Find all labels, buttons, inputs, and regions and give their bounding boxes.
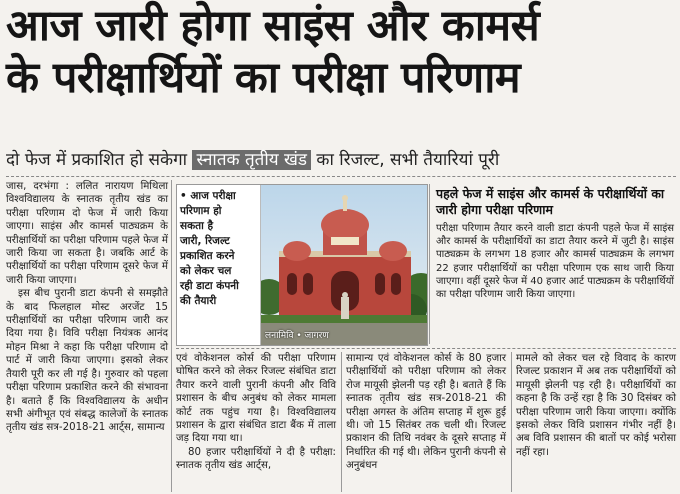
photo-caption: लनामिवि • जागरण <box>265 331 329 341</box>
bottom-col1-text2: 80 हजार परीक्षार्थियों ने दी है परीक्षा: स्नातक तृतीय खंड आर्ट्स, <box>176 446 336 472</box>
quote-line: • आज परीक्षा <box>180 190 236 202</box>
bottom-col2-text: सामान्य एवं वोकेशनल कोर्स के 80 हजार परीक्षार्थियों को परीक्षा परिणाम को लेकर रोज मायूसी झेलनी पड़ रही है। बताते हैं कि स्नातक तृतीय खंड सत्र-2018-21 की परीक्षा अगस्त के अंतिम सप्ताह में शुरू हुई थी। जो 15 सितंबर तक चली थी। रिजल्ट प्रकाशन की तिथि नवंबर के दूसरे सप्ताह में निर्धारित की गई थी। लेकिन पुरानी कंपनी से अनुबंधन <box>346 353 506 472</box>
left-paragraph-2: इस बीच पुरानी डाटा कंपनी से समझौते के बाद फिलहाल मोस्ट अरजेंट 15 परीक्षार्थियों का परीक्षा परिणाम जारी कर दिया गया है। विवि परीक्षा नियंत्रक आनंद मोहन मिश्रा ने कहा कि परीक्षा परिणाम दो पार्ट में जारी किया जाएगा। इसको लेकर तैयारी पूरी कर ली गई है। गुरुवार को पहला परीक्षा परिणाम प्रकाशित करने की संभावना है। बताते हैं कि विश्वविद्यालय के अधीन सभी अंगीभूत एवं संबद्ध कालेजों के स्नातक तृतीय खंड सत्र-2018-21 आर्ट्स, सामान्य <box>6 288 168 434</box>
quote-line: रही डाटा कंपनी <box>180 280 239 292</box>
left-paragraph-1: जास, दरभंगा : ललित नारायण मिथिला विश्वविद्यालय के स्नातक तृतीय खंड का परीक्षा परिणाम दो फेज में जारी किया जाएगा। साइंस और कामर्स पाठ्यक्रम के परीक्षार्थियों का परीक्षा परिणाम पहले फेज में जारी किया जा सकता है। जबकि आर्ट के परीक्षार्थियों का परीक्षा परिणाम दूसरे फेज में जारी किया जाएगा। <box>6 181 168 286</box>
info-box <box>432 184 676 344</box>
info-box-title: पहले फेज में साइंस और कामर्स के परीक्षार्थियों का जारी होगा परीक्षा परिणाम <box>436 186 665 217</box>
quote-line: को लेकर चल <box>180 265 232 277</box>
divider <box>6 176 676 177</box>
subhead-before: दो फेज में प्रकाशित हो सकेगा <box>6 150 193 170</box>
subhead-highlight: स्नातक तृतीय खंड <box>192 150 311 170</box>
bottom-col1-text: एवं वोकेशनल कोर्स की परीक्षा परिणाम घोषित करने को लेकर रिजल्ट संबंधित डाटा तैयार करने वाली पुरानी कंपनी और विवि प्रशासन के बीच अनुबंध को लेकर मामला कोर्ट तक पहुंच गया है। विश्वविद्यालय प्रशासन के द्वारा संबंधित डाटा बैंक में ताला जड़ दिया गया था। <box>176 353 336 445</box>
quote-line: जारी, रिजल्ट <box>180 235 230 247</box>
university-building-photo <box>261 185 427 345</box>
column-separator <box>341 352 342 492</box>
quote-line: प्रकाशित करने <box>180 250 235 262</box>
column-separator <box>171 180 172 492</box>
divider <box>176 348 676 349</box>
left-column <box>6 180 168 435</box>
quote-box <box>177 185 261 345</box>
box-separator <box>429 184 430 344</box>
bottom-column-1 <box>176 352 336 473</box>
info-box-text: परीक्षा परिणाम तैयार करने वाली डाटा कंपनी पहले फेज में साइंस और कामर्स के परीक्षार्थियों का डाटा तैयार करने में जुटी है। साइंस पाठ्यक्रम के लगभग 18 हजार और कामर्स पाठ्यक्रम के लगभग 22 हजार परीक्षार्थियों का परीक्षा परिणाम एक साथ जारी किया जाएगा। वहीं दूसरे फेज में 40 हजार आर्ट पाठ्यक्रम के परीक्षार्थियों का परीक्षा परिणाम जारी किया जाएगा। <box>436 223 674 301</box>
photo-box <box>176 184 428 346</box>
bottom-column-2 <box>346 352 506 473</box>
bottom-col3-text: मामले को लेकर चल रहे विवाद के कारण रिजल्ट प्रकाशन में अब तक परीक्षार्थियों को मायूसी झेलनी पड़ रही है। परीक्षार्थियों का कहना है कि उन्हें रहा है कि 30 दिसंबर को परीक्षा परिणाम जारी किया जाएगा। क्योंकि इसको लेकर विवि प्रशासन गंभीर नहीं है। अब विवि प्रशासन की बातों पर कोई भरोसा नहीं रहा। <box>516 353 676 458</box>
quote-line: सकता है <box>180 220 214 232</box>
column-separator <box>511 352 512 492</box>
headline-line-2: के परीक्षार्थियों का परीक्षा परिणाम <box>6 53 521 103</box>
bottom-column-3 <box>516 352 676 459</box>
quote-line: परिणाम हो <box>180 205 222 217</box>
subhead-after: का रिजल्ट, सभी तैयारियां पूरी <box>311 150 500 170</box>
headline <box>6 0 676 104</box>
headline-line-1: आज जारी होगा साइंस और कामर्स <box>6 1 540 51</box>
subheadline <box>6 148 676 172</box>
quote-line: की तैयारी <box>180 295 217 307</box>
